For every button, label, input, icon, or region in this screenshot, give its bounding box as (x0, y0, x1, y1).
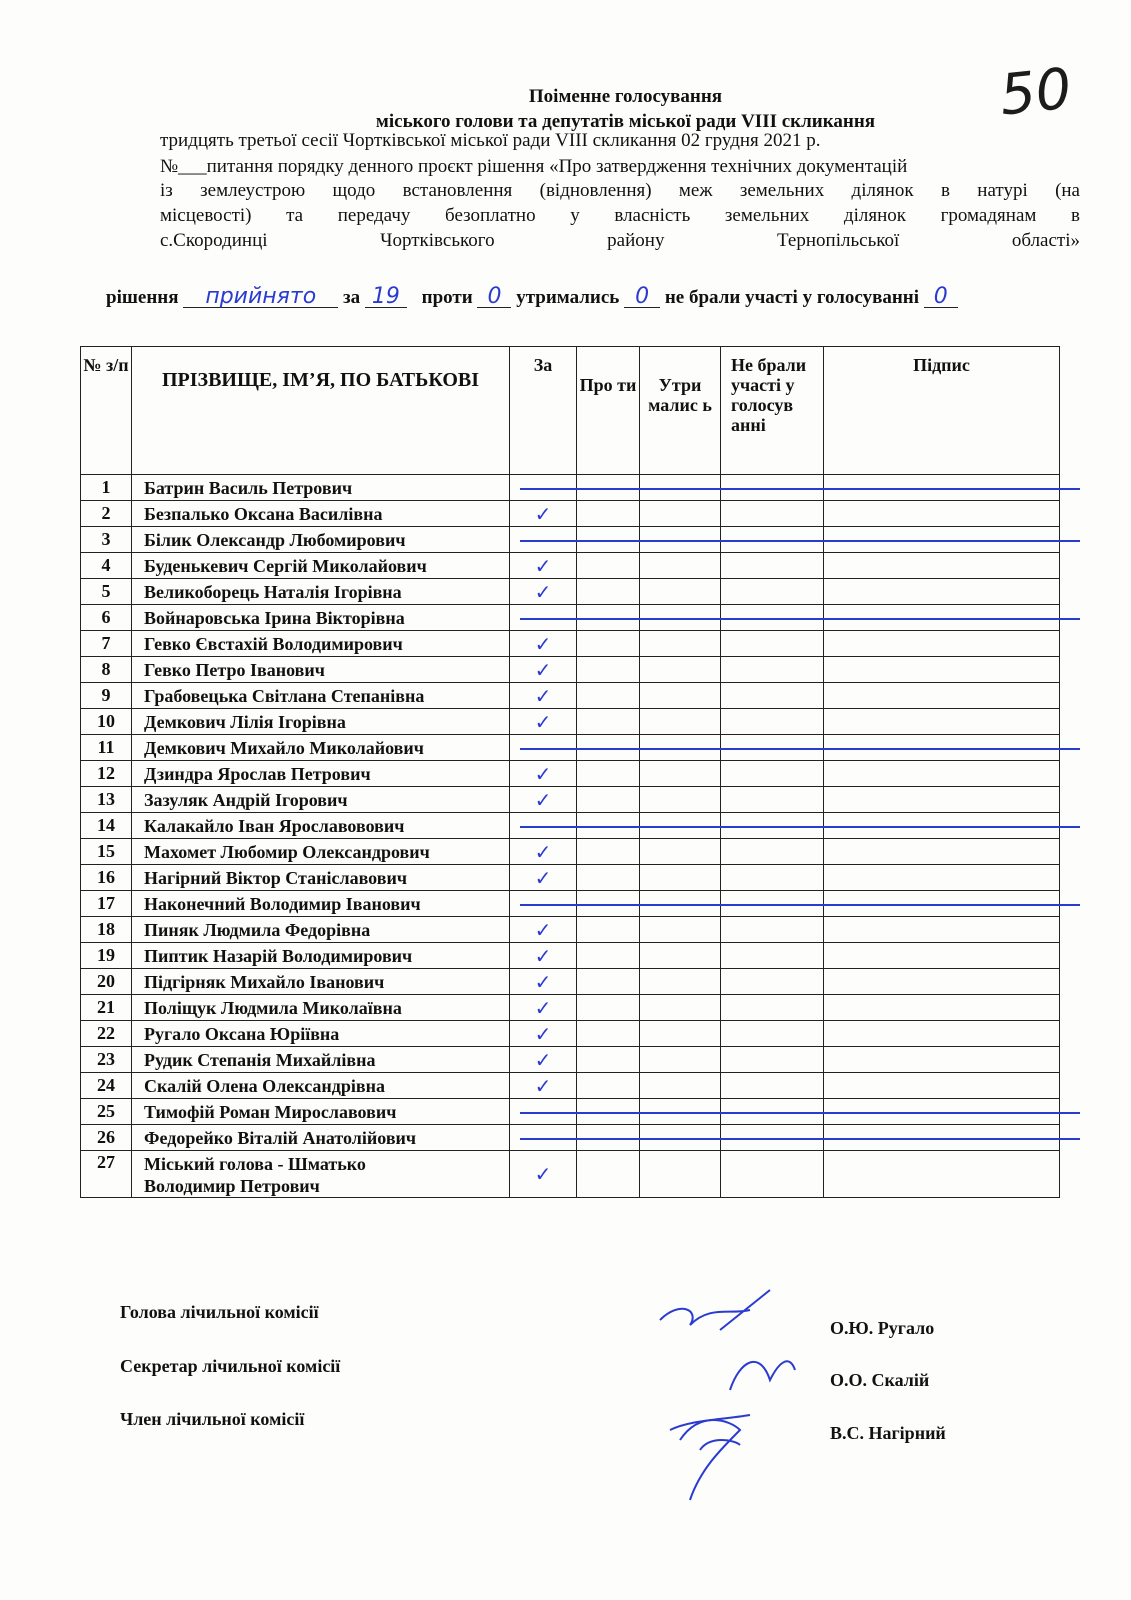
vote-against-cell (577, 501, 640, 527)
vote-against-cell (577, 1047, 640, 1073)
vote-against-cell (577, 969, 640, 995)
signature-cell (824, 917, 1060, 943)
row-number: 7 (81, 631, 132, 657)
vote-abstained-cell (640, 761, 721, 787)
table-row (81, 1021, 1060, 1047)
signature-cell (824, 1151, 1060, 1198)
vote-not-voted-cell (721, 1047, 824, 1073)
vote-for-cell (510, 1151, 577, 1198)
table-row (81, 709, 1060, 735)
table-row (81, 1151, 1060, 1198)
vote-against-cell (577, 917, 640, 943)
vote-for-cell (510, 943, 577, 969)
member-name: Демкович Лілія Ігорівна (132, 709, 510, 735)
check-mark-icon: ✓ (534, 683, 552, 708)
chair-name: О.Ю. Ругало (830, 1318, 935, 1338)
check-mark-icon: ✓ (534, 865, 552, 890)
secretary-name: О.О. Скалій (830, 1370, 930, 1390)
row-number: 19 (81, 943, 132, 969)
signature-cell (824, 969, 1060, 995)
row-number: 18 (81, 917, 132, 943)
row-number: 15 (81, 839, 132, 865)
ink-strike-line (520, 540, 1080, 542)
check-mark-icon: ✓ (534, 917, 552, 942)
ink-strike-line (520, 904, 1080, 906)
ink-strike-line (520, 826, 1080, 828)
not-voted-label: не брали участі у голосуванні (664, 287, 920, 308)
commission-signatures (640, 1270, 820, 1510)
vote-for-cell (510, 1047, 577, 1073)
vote-for-cell (510, 553, 577, 579)
vote-abstained-cell (640, 501, 721, 527)
check-mark-icon: ✓ (534, 943, 552, 968)
vote-against-cell (577, 1021, 640, 1047)
vote-abstained-cell (640, 579, 721, 605)
table-row (81, 1073, 1060, 1099)
vote-abstained-cell (640, 865, 721, 891)
check-mark-icon: ✓ (534, 839, 552, 864)
header-num: № з/п (81, 347, 132, 475)
member-name: Наконечний Володимир Іванович (132, 891, 510, 917)
row-number: 5 (81, 579, 132, 605)
member-name: Демкович Михайло Миколайович (132, 735, 510, 761)
row-number: 20 (81, 969, 132, 995)
member-name: Гевко Петро Іванович (132, 657, 510, 683)
vote-against-cell (577, 787, 640, 813)
signature-cell (824, 1047, 1060, 1073)
member-name: Буденькевич Сергій Миколайович (132, 553, 510, 579)
member-name: Поліщук Людмила Миколаївна (132, 995, 510, 1021)
member-name: Міський голова - Шматько Володимир Петрович (132, 1151, 510, 1198)
row-number: 27 (81, 1151, 132, 1198)
vote-not-voted-cell (721, 969, 824, 995)
against-label: проти (421, 287, 473, 308)
vote-for-cell (510, 839, 577, 865)
agenda-text-line-3: с.Скородинці Чортківського району Тернопільської області» (160, 230, 1080, 251)
table-row (81, 501, 1060, 527)
check-mark-icon: ✓ (534, 995, 552, 1020)
vote-abstained-cell (640, 787, 721, 813)
signature-cell (824, 943, 1060, 969)
signature-cell (824, 865, 1060, 891)
check-mark-icon: ✓ (534, 761, 552, 786)
member-name: Пиняк Людмила Федорівна (132, 917, 510, 943)
member-name: Пиптик Назарій Володимирович (132, 943, 510, 969)
vote-not-voted-cell (721, 709, 824, 735)
vote-abstained-cell (640, 709, 721, 735)
check-mark-icon: ✓ (534, 631, 552, 656)
table-row (81, 631, 1060, 657)
vote-abstained-cell (640, 995, 721, 1021)
decision-label: рішення (106, 287, 179, 308)
abstained-count: 0 (624, 287, 660, 308)
header-signature: Підпис (824, 347, 1060, 475)
vote-for-cell (510, 657, 577, 683)
vote-not-voted-cell (721, 865, 824, 891)
vote-for-cell (510, 995, 577, 1021)
for-label: за (343, 287, 361, 308)
row-number: 11 (81, 735, 132, 761)
document-title: Поіменне голосування (528, 86, 723, 107)
member-name: Ругало Оксана Юріївна (132, 1021, 510, 1047)
signature-cell (824, 579, 1060, 605)
table-row (81, 657, 1060, 683)
not-voted-count: 0 (924, 287, 958, 308)
row-number: 9 (81, 683, 132, 709)
signature-cell (824, 501, 1060, 527)
member-name: Великоборець Наталія Ігорівна (132, 579, 510, 605)
vote-abstained-cell (640, 1151, 721, 1198)
vote-against-cell (577, 943, 640, 969)
member-name: Підгірняк Михайло Іванович (132, 969, 510, 995)
member-name: Зазуляк Андрій Ігорович (132, 787, 510, 813)
member-name: Дзиндра Ярослав Петрович (132, 761, 510, 787)
table-row (81, 1047, 1060, 1073)
vote-abstained-cell (640, 631, 721, 657)
member-label: Член лічильної комісії (120, 1409, 305, 1429)
ink-strike-line (520, 1138, 1080, 1140)
row-number: 1 (81, 475, 132, 501)
header-for: За (510, 347, 577, 475)
ink-strike-line (520, 488, 1080, 490)
vote-abstained-cell (640, 969, 721, 995)
member-name: Махомет Любомир Олександрович (132, 839, 510, 865)
row-number: 17 (81, 891, 132, 917)
check-mark-icon: ✓ (534, 657, 552, 682)
vote-for-cell (510, 1021, 577, 1047)
check-mark-icon: ✓ (534, 553, 552, 578)
signature-cell (824, 709, 1060, 735)
member-name: Скалій Олена Олександрівна (132, 1073, 510, 1099)
row-number: 2 (81, 501, 132, 527)
vote-for-cell (510, 683, 577, 709)
table-row (81, 865, 1060, 891)
check-mark-icon: ✓ (534, 787, 552, 812)
signature-cell (824, 553, 1060, 579)
vote-against-cell (577, 865, 640, 891)
signature-cell (824, 1021, 1060, 1047)
table-row (81, 995, 1060, 1021)
table-row (81, 787, 1060, 813)
vote-for-cell (510, 917, 577, 943)
row-number: 13 (81, 787, 132, 813)
vote-not-voted-cell (721, 787, 824, 813)
vote-abstained-cell (640, 917, 721, 943)
check-mark-icon: ✓ (534, 969, 552, 994)
table-row (81, 943, 1060, 969)
check-mark-icon: ✓ (534, 1021, 552, 1046)
row-number: 22 (81, 1021, 132, 1047)
page-number: 50 (996, 56, 1075, 129)
check-mark-icon: ✓ (534, 1162, 552, 1186)
row-number: 26 (81, 1125, 132, 1151)
row-number: 16 (81, 865, 132, 891)
vote-not-voted-cell (721, 683, 824, 709)
row-number: 12 (81, 761, 132, 787)
decision-summary (106, 284, 1086, 309)
vote-not-voted-cell (721, 579, 824, 605)
check-mark-icon: ✓ (534, 1047, 552, 1072)
vote-against-cell (577, 683, 640, 709)
table-body (81, 475, 1060, 1198)
check-mark-icon: ✓ (534, 1073, 552, 1098)
vote-not-voted-cell (721, 1151, 824, 1198)
ink-strike-line (520, 1112, 1080, 1114)
member-name: Грабовецька Світлана Степанівна (132, 683, 510, 709)
vote-abstained-cell (640, 657, 721, 683)
row-number: 4 (81, 553, 132, 579)
signature-cell (824, 631, 1060, 657)
vote-not-voted-cell (721, 917, 824, 943)
vote-against-cell (577, 1073, 640, 1099)
row-number: 10 (81, 709, 132, 735)
vote-not-voted-cell (721, 995, 824, 1021)
check-mark-icon: ✓ (534, 501, 552, 526)
table-row (81, 839, 1060, 865)
vote-against-cell (577, 995, 640, 1021)
vote-against-cell (577, 761, 640, 787)
table-row (81, 761, 1060, 787)
signature-cell (824, 995, 1060, 1021)
signature-cell (824, 761, 1060, 787)
vote-for-cell (510, 865, 577, 891)
vote-abstained-cell (640, 1047, 721, 1073)
vote-against-cell (577, 657, 640, 683)
vote-abstained-cell (640, 839, 721, 865)
vote-not-voted-cell (721, 657, 824, 683)
vote-abstained-cell (640, 683, 721, 709)
vote-for-cell (510, 501, 577, 527)
member-name: Білик Олександр Любомирович (132, 527, 510, 553)
check-mark-icon: ✓ (534, 709, 552, 734)
session-line: тридцять третьої сесії Чортківської міської ради VIII скликання 02 грудня 2021 р. (160, 130, 821, 151)
signature-cell (824, 787, 1060, 813)
vote-abstained-cell (640, 1021, 721, 1047)
member-name: Безпалько Оксана Василівна (132, 501, 510, 527)
vote-for-cell (510, 579, 577, 605)
ink-strike-line (520, 618, 1080, 620)
table-row (81, 969, 1060, 995)
vote-against-cell (577, 579, 640, 605)
signature-cell (824, 657, 1060, 683)
against-count: 0 (477, 287, 511, 308)
chair-label: Голова лічильної комісії (120, 1302, 319, 1322)
header-abstained: Утри малис ь (640, 347, 721, 475)
for-count: 19 (365, 287, 407, 308)
member-name: Нагірний Віктор Станіславович (132, 865, 510, 891)
check-mark-icon: ✓ (534, 579, 552, 604)
member-name: Тимофій Роман Мирославович (132, 1099, 510, 1125)
vote-for-cell (510, 709, 577, 735)
vote-not-voted-cell (721, 943, 824, 969)
abstained-label: утримались (516, 287, 620, 308)
row-number: 21 (81, 995, 132, 1021)
table-row (81, 553, 1060, 579)
member-name: В.С. Нагірний (830, 1423, 946, 1443)
vote-not-voted-cell (721, 1021, 824, 1047)
vote-not-voted-cell (721, 501, 824, 527)
member-name: Федорейко Віталій Анатолійович (132, 1125, 510, 1151)
roll-call-table (80, 346, 1060, 1198)
vote-against-cell (577, 709, 640, 735)
vote-not-voted-cell (721, 631, 824, 657)
table-row (81, 917, 1060, 943)
secretary-label: Секретар лічильної комісії (120, 1356, 341, 1376)
row-number: 24 (81, 1073, 132, 1099)
row-number: 25 (81, 1099, 132, 1125)
decision-value: прийнято (183, 287, 338, 308)
member-name: Гевко Євстахій Володимирович (132, 631, 510, 657)
table-row (81, 683, 1060, 709)
member-name: Рудик Степанія Михайлівна (132, 1047, 510, 1073)
vote-abstained-cell (640, 943, 721, 969)
vote-not-voted-cell (721, 839, 824, 865)
signature-cell (824, 683, 1060, 709)
header-against: Про ти (577, 347, 640, 475)
header-not-voted: Не брали участі у голосув анні (721, 347, 824, 475)
document-subtitle: міського голови та депутатів міської ради VIII скликання (375, 111, 876, 132)
agenda-item-line: №___питання порядку денного проєкт рішення «Про затвердження технічних документацій (160, 156, 908, 177)
row-number: 6 (81, 605, 132, 631)
vote-abstained-cell (640, 553, 721, 579)
vote-against-cell (577, 839, 640, 865)
agenda-text-line-1: із землеустрою щодо встановлення (відновлення) меж земельних ділянок в натурі (на (160, 180, 1080, 201)
member-name: Войнаровська Ірина Вікторівна (132, 605, 510, 631)
vote-against-cell (577, 631, 640, 657)
header-name: ПРІЗВИЩЕ, ІМ’Я, ПО БАТЬКОВІ (132, 347, 510, 475)
vote-against-cell (577, 1151, 640, 1198)
vote-for-cell (510, 761, 577, 787)
ink-strike-line (520, 748, 1080, 750)
table-row (81, 579, 1060, 605)
member-name: Калакайло Іван Ярославовович (132, 813, 510, 839)
vote-not-voted-cell (721, 1073, 824, 1099)
member-name: Батрин Василь Петрович (132, 475, 510, 501)
vote-abstained-cell (640, 1073, 721, 1099)
row-number: 3 (81, 527, 132, 553)
vote-against-cell (577, 553, 640, 579)
signature-cell (824, 1073, 1060, 1099)
agenda-text-line-2: місцевості) та передачу безоплатно у власність земельних ділянок громадянам в (160, 205, 1080, 226)
row-number: 14 (81, 813, 132, 839)
vote-for-cell (510, 969, 577, 995)
vote-for-cell (510, 631, 577, 657)
vote-not-voted-cell (721, 553, 824, 579)
vote-not-voted-cell (721, 761, 824, 787)
row-number: 23 (81, 1047, 132, 1073)
vote-for-cell (510, 787, 577, 813)
vote-for-cell (510, 1073, 577, 1099)
signature-cell (824, 839, 1060, 865)
row-number: 8 (81, 657, 132, 683)
